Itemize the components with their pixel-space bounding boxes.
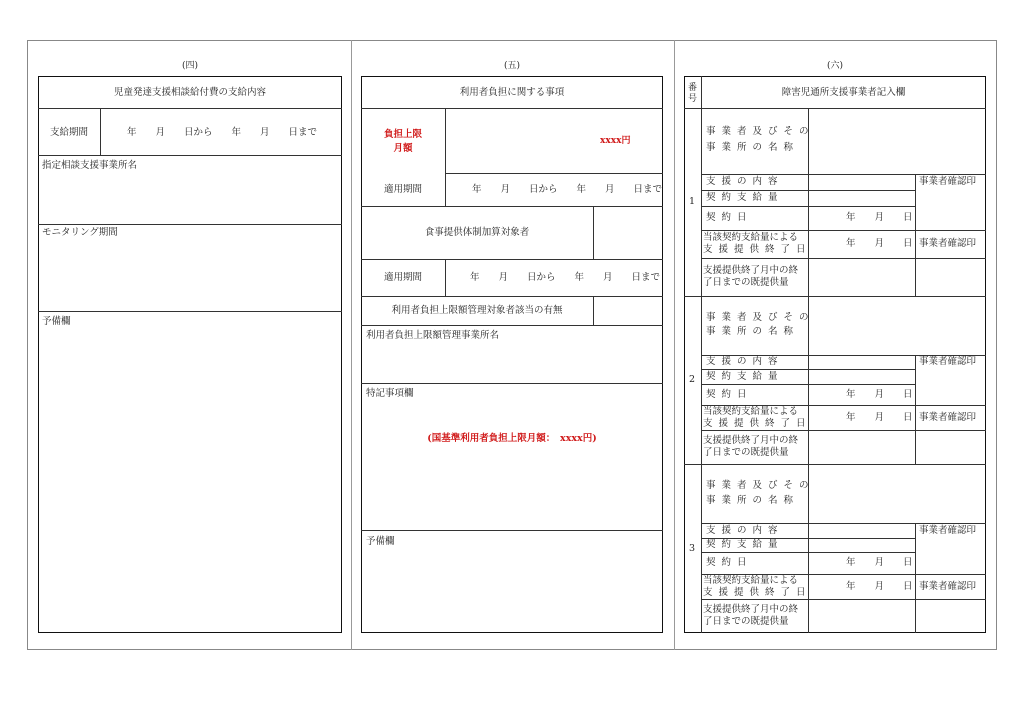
block-separator: [684, 296, 986, 297]
used-amount-label-2: 了日までの既提供量: [703, 616, 789, 627]
used-amount-label-2: 了日までの既提供量: [703, 447, 789, 458]
rule: [915, 174, 916, 296]
rule: [445, 108, 446, 206]
rule: [701, 599, 986, 600]
rule: [701, 430, 986, 431]
block-number: 2: [689, 374, 696, 385]
panel5-table: [361, 76, 663, 633]
rule: [445, 173, 663, 174]
panel6-header: 障害児通所支援事業者記入欄: [781, 87, 906, 98]
consult-office-label: 指定相談支援事業所名: [42, 160, 138, 171]
reserve-label-5: 予備欄: [366, 536, 395, 547]
contract-amount-label: 契約支給量: [706, 192, 784, 203]
reserve-label: 予備欄: [42, 316, 71, 327]
rule: [701, 174, 986, 175]
rule: [361, 383, 663, 384]
monitoring-label: モニタリング期間: [42, 227, 118, 238]
panel4-header: 児童発達支援相談給付費の支給内容: [113, 87, 266, 98]
rule: [445, 259, 446, 296]
panel-divider: [674, 40, 675, 650]
num-header-2: 号: [687, 94, 697, 104]
special-label: 特記事項欄: [366, 388, 414, 399]
contract-date-value: 年 月 日: [846, 389, 913, 400]
period-label: 支給期間: [50, 127, 89, 138]
mgmt-office-label: 利用者負担上限額管理事業所名: [366, 330, 500, 341]
confirm-stamp-label-2: 事業者確認印: [919, 581, 977, 592]
rule: [701, 258, 986, 259]
period-value: 年 月 日から 年 月 日まで: [127, 127, 318, 138]
mgmt-target-label: 利用者負担上限額管理対象者該当の有無: [391, 305, 563, 316]
rule: [684, 108, 986, 109]
office-name-label-1: 事業者及びその: [706, 312, 815, 323]
used-amount-label-1: 支援提供終了月中の終: [703, 604, 799, 615]
rule: [100, 108, 101, 155]
contract-amount-label: 契約支給量: [706, 371, 784, 382]
meal-label: 食事提供体制加算対象者: [424, 227, 530, 238]
end-date-label-2: 支援提供終了日: [703, 244, 812, 255]
apply-value-1: 年 月 日から 年 月 日まで: [472, 184, 663, 195]
limit-label-1: 負担上限: [383, 129, 422, 140]
end-date-label-1: 当該契約支給量による: [703, 575, 799, 586]
contract-date-label: 契約日: [706, 557, 753, 568]
panel4-label: (四): [181, 61, 199, 71]
num-header-1: 番: [687, 83, 697, 93]
contract-date-label: 契約日: [706, 212, 753, 223]
office-name-label-1: 事業者及びその: [706, 480, 815, 491]
used-amount-label-1: 支援提供終了月中の終: [703, 265, 799, 276]
contract-date-value: 年 月 日: [846, 557, 913, 568]
confirm-stamp-label-2: 事業者確認印: [919, 412, 977, 423]
contract-date-value: 年 月 日: [846, 212, 913, 223]
end-date-value: 年 月 日: [846, 412, 913, 423]
apply-label-1: 適用期間: [383, 184, 422, 195]
panel5-header: 利用者負担に関する事項: [459, 87, 565, 98]
support-content-label: 支援の内容: [706, 525, 784, 536]
block-separator: [684, 464, 986, 465]
limit-value: xxxx円: [600, 136, 631, 146]
end-date-label-2: 支援提供終了日: [703, 418, 812, 429]
rule: [915, 355, 916, 464]
apply-value-2: 年 月 日から 年 月 日まで: [470, 272, 661, 283]
rule: [361, 206, 663, 207]
limit-label-2: 月額: [393, 143, 413, 154]
rule: [593, 296, 594, 325]
office-name-label-2: 事業所の名称: [706, 142, 800, 153]
panel-divider: [351, 40, 352, 650]
support-content-label: 支援の内容: [706, 356, 784, 367]
special-value: (国基準利用者負担上限月額： xxxx円): [427, 433, 597, 444]
rule: [361, 296, 663, 297]
office-name-label-1: 事業者及びその: [706, 126, 815, 137]
block-number: 1: [689, 196, 696, 207]
confirm-stamp-label: 事業者確認印: [919, 176, 977, 187]
office-name-label-2: 事業所の名称: [706, 495, 800, 506]
office-name-label-2: 事業所の名称: [706, 326, 800, 337]
rule: [915, 523, 916, 633]
rule: [361, 108, 663, 109]
confirm-stamp-label: 事業者確認印: [919, 525, 977, 536]
rule: [593, 206, 594, 259]
confirm-stamp-label: 事業者確認印: [919, 356, 977, 367]
rule: [38, 155, 342, 156]
rule: [361, 259, 663, 260]
rule: [701, 230, 986, 231]
apply-label-2: 適用期間: [383, 272, 422, 283]
contract-amount-label: 契約支給量: [706, 539, 784, 550]
end-date-value: 年 月 日: [846, 581, 913, 592]
panel5-label: (五): [503, 61, 521, 71]
rule: [701, 523, 986, 524]
confirm-stamp-label-2: 事業者確認印: [919, 238, 977, 249]
rule: [361, 530, 663, 531]
end-date-label-2: 支援提供終了日: [703, 587, 812, 598]
block-number: 3: [689, 543, 696, 554]
rule: [38, 108, 342, 109]
rule: [38, 224, 342, 225]
used-amount-label-2: 了日までの既提供量: [703, 277, 789, 288]
used-amount-label-1: 支援提供終了月中の終: [703, 435, 799, 446]
end-date-value: 年 月 日: [846, 238, 913, 249]
rule: [361, 325, 663, 326]
panel6-label: (六): [826, 61, 844, 71]
end-date-label-1: 当該契約支給量による: [703, 406, 799, 417]
rule: [38, 311, 342, 312]
contract-date-label: 契約日: [706, 389, 753, 400]
support-content-label: 支援の内容: [706, 176, 784, 187]
end-date-label-1: 当該契約支給量による: [703, 232, 799, 243]
